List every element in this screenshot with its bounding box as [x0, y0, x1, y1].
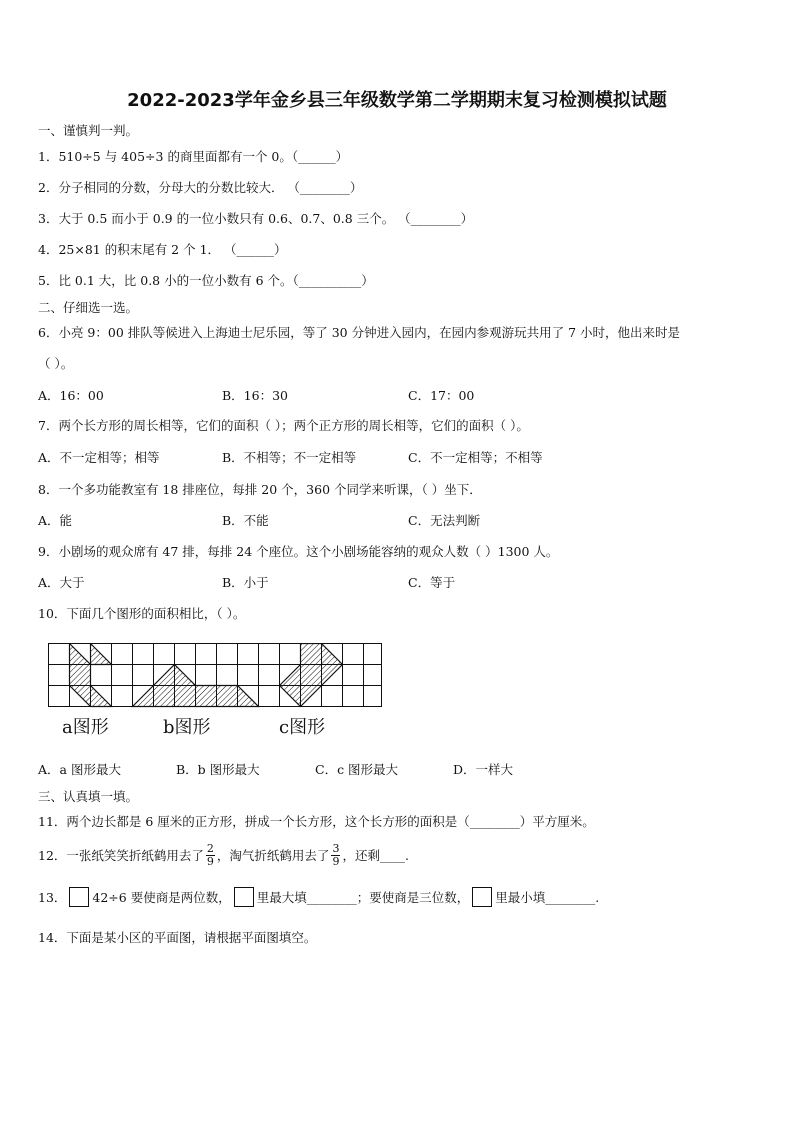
question-6-blank: （ ）。 [38, 356, 74, 371]
section-heading-2: 二、仔细选一选。 [38, 300, 139, 315]
area-grid-figure [48, 643, 384, 738]
q6-option-c: C．17：00 [408, 388, 475, 403]
question-5: 5．比 0.1 大，比 0.8 小的一位小数有 6 个。（__________） [38, 273, 374, 288]
fraction-numerator: 2 [206, 841, 214, 855]
question-12 [38, 838, 409, 872]
q12-text-post: ，还剩____. [342, 848, 409, 863]
q13-number: 13． [38, 890, 67, 905]
q13-part3: 里最小填________. [495, 890, 600, 905]
page-title: 2022-2023学年金乡县三年级数学第二学期期末复习检测模拟试题 [127, 90, 667, 111]
q13-part2: 里最大填________；要使商是三位数， [256, 890, 470, 905]
q6-option-a: A．16：00 [38, 388, 104, 403]
q10-option-a: A．a 图形最大 [38, 762, 121, 777]
question-6: 6．小亮 9：00 排队等候进入上海迪士尼乐园，等了 30 分钟进入园内，在园内参观游玩共用了 7 小时，他出来时是 [38, 325, 681, 340]
q9-option-a: A．大于 [38, 575, 85, 590]
question-2: 2．分子相同的分数，分母大的分数比较大． （________） [38, 180, 363, 195]
figure-label-c: c图形 [279, 717, 326, 738]
figure-label-b: b图形 [163, 717, 211, 738]
section-heading-3: 三、认真填一填。 [38, 789, 139, 804]
q10-option-d: D．一样大 [453, 762, 514, 777]
fraction-2-9 [206, 843, 215, 868]
q9-option-c: C．等于 [408, 575, 456, 590]
section-heading-1: 一、谨慎判一判。 [38, 123, 139, 138]
fraction-denominator: 9 [206, 854, 214, 868]
q8-option-a: A．能 [38, 513, 73, 528]
answer-box-3[interactable] [472, 887, 492, 907]
question-14: 14．下面是某小区的平面图，请根据平面图填空。 [38, 930, 317, 945]
q7-option-c: C．不一定相等；不相等 [408, 450, 543, 465]
question-10: 10．下面几个图形的面积相比，（ ）。 [38, 606, 246, 621]
q9-option-b: B．小于 [222, 575, 269, 590]
q13-part1: 42÷6 要使商是两位数， [92, 890, 231, 905]
question-11: 11．两个边长都是 6 厘米的正方形，拼成一个长方形，这个长方形的面积是（________）平方厘米。 [38, 814, 595, 829]
fraction-denominator: 9 [332, 854, 340, 868]
question-7: 7．两个长方形的周长相等，它们的面积（ ）；两个正方形的周长相等，它们的面积（ ）。 [38, 418, 529, 433]
question-9: 9．小剧场的观众席有 47 排，每排 24 个座位。这个小剧场能容纳的观众人数（ ）1300 人。 [38, 544, 559, 559]
question-3: 3．大于 0.5 而小于 0.9 的一位小数只有 0.6、0.7、0.8 三个。 （________） [38, 211, 474, 226]
question-1: 1．510÷5 与 405÷3 的商里面都有一个 0。（______） [38, 149, 349, 164]
q7-option-a: A．不一定相等；相等 [38, 450, 160, 465]
fraction-3-9 [331, 843, 340, 868]
q7-option-b: B．不相等；不一定相等 [222, 450, 357, 465]
q12-text-mid: ，淘气折纸鹤用去了 [216, 848, 330, 863]
fraction-numerator: 3 [332, 841, 340, 855]
question-4: 4．25×81 的积末尾有 2 个 1． （______） [38, 242, 287, 257]
shape-c [280, 644, 343, 707]
q10-option-c: C．c 图形最大 [315, 762, 399, 777]
q8-option-b: B．不能 [222, 513, 269, 528]
grid-svg [48, 643, 384, 709]
q6-option-b: B．16：30 [222, 388, 288, 403]
shape-a-piece [91, 644, 112, 665]
q12-text-pre: 12．一张纸笑笑折纸鹤用去了 [38, 848, 204, 863]
answer-box-1[interactable] [69, 887, 89, 907]
question-13 [38, 886, 599, 908]
figure-label-a: a图形 [62, 717, 109, 738]
answer-box-2[interactable] [234, 887, 254, 907]
q8-option-c: C．无法判断 [408, 513, 481, 528]
question-8: 8．一个多功能教室有 18 排座位，每排 20 个，360 个同学来听课，（ ）坐下． [38, 482, 482, 497]
q10-option-b: B．b 图形最大 [176, 762, 260, 777]
